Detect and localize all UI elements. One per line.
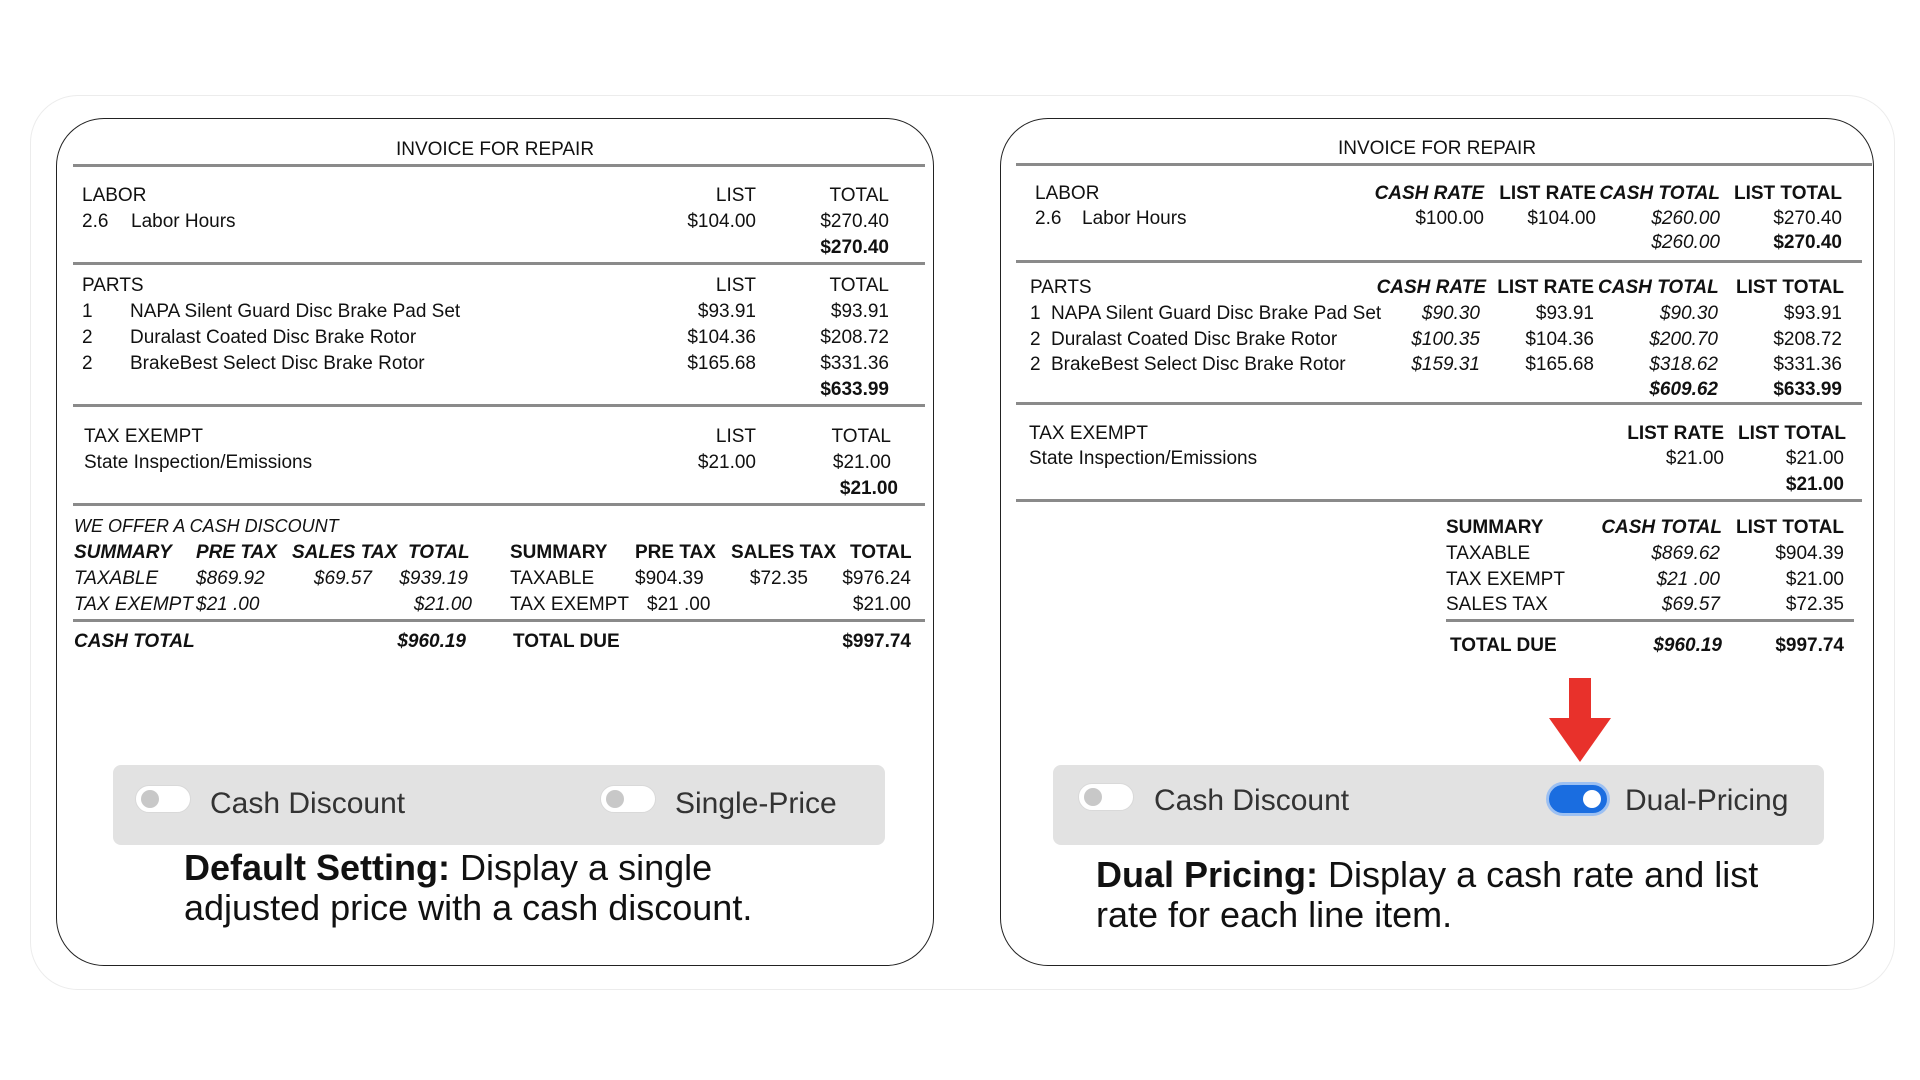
tax-exempt-list-total: $21.00 — [1785, 448, 1844, 469]
cash-total-header: TOTAL — [408, 542, 470, 563]
cash-discount-toggle[interactable] — [135, 785, 191, 813]
labor-list: $104.00 — [687, 211, 756, 232]
tax-exempt-desc: State Inspection/Emissions — [1029, 448, 1258, 469]
cash-total-value: $960.19 — [397, 631, 466, 652]
cash-total-header: CASH TOTAL — [1599, 183, 1720, 204]
part-list-total: $331.36 — [1773, 354, 1842, 375]
labor-cash-rate: $100.00 — [1415, 208, 1484, 229]
part-list-rate: $165.68 — [1525, 354, 1594, 375]
part-cash-rate: $90.30 — [1421, 303, 1480, 324]
cash-total-header: CASH TOTAL — [1601, 517, 1722, 538]
labor-cash-subtotal: $260.00 — [1651, 232, 1720, 253]
summary-row-cash: $869.62 — [1651, 543, 1720, 564]
divider — [1016, 499, 1862, 502]
labor-desc: Labor Hours — [131, 211, 236, 232]
part-qty: 2 — [82, 353, 93, 374]
summary-row-list: $72.35 — [1785, 594, 1844, 615]
list-pretax-header: PRE TAX — [635, 542, 716, 563]
labor-desc: Labor Hours — [1082, 208, 1187, 229]
total-header: TOTAL — [829, 275, 889, 296]
cash-discount-toggle[interactable] — [1078, 783, 1134, 811]
total-header: TOTAL — [829, 185, 889, 206]
labor-list-total: $270.40 — [1773, 208, 1842, 229]
divider — [1016, 402, 1862, 405]
list-total-header: LIST TOTAL — [1735, 517, 1844, 538]
divider — [73, 619, 925, 622]
summary-row-label: SALES TAX — [1446, 594, 1548, 615]
part-desc: Duralast Coated Disc Brake Rotor — [130, 327, 417, 348]
total-due-list: $997.74 — [1775, 635, 1844, 656]
summary-row-label: TAXABLE — [1446, 543, 1531, 564]
invoice-title: INVOICE FOR REPAIR — [395, 139, 595, 160]
part-desc: BrakeBest Select Disc Brake Rotor — [130, 353, 425, 374]
cash-taxable-salestax: $69.57 — [313, 568, 372, 589]
tax-exempt-subtotal: $21.00 — [839, 478, 898, 499]
caption-text: Display a cash rate and list rate for each line item. — [1096, 854, 1759, 935]
list-summary-header: SUMMARY — [510, 542, 608, 563]
total-due-value: $997.74 — [842, 631, 911, 652]
cash-exempt-label: TAX EXEMPT — [74, 594, 193, 615]
tax-exempt-heading: TAX EXEMPT — [1029, 423, 1148, 444]
labor-heading: LABOR — [82, 185, 147, 206]
cash-discount-label: Cash Discount — [1154, 784, 1350, 817]
tax-exempt-list-rate: $21.00 — [1665, 448, 1724, 469]
part-cash-total: $200.70 — [1649, 329, 1718, 350]
cash-taxable-label: TAXABLE — [74, 568, 159, 589]
total-due-label: TOTAL DUE — [513, 631, 620, 652]
part-list: $93.91 — [697, 301, 756, 322]
part-qty: 1 — [82, 301, 93, 322]
part-desc: NAPA Silent Guard Disc Brake Pad Set — [130, 301, 461, 322]
part-qty: 1 — [1030, 303, 1041, 324]
divider — [73, 404, 925, 407]
dual-pricing-caption — [1096, 855, 1816, 935]
tax-exempt-subtotal: $21.00 — [1785, 474, 1844, 495]
labor-subtotal: $270.40 — [820, 237, 889, 258]
single-price-toggle[interactable] — [600, 785, 656, 813]
labor-total: $270.40 — [820, 211, 889, 232]
summary-row-cash: $69.57 — [1661, 594, 1720, 615]
single-price-label: Single-Price — [675, 787, 837, 820]
parts-heading: PARTS — [82, 275, 144, 296]
cash-summary-header: SUMMARY — [74, 542, 172, 563]
part-list-rate: $104.36 — [1525, 329, 1594, 350]
parts-heading: PARTS — [1030, 277, 1092, 298]
cash-discount-offer: WE OFFER A CASH DISCOUNT — [74, 516, 339, 536]
tax-exempt-list: $21.00 — [697, 452, 756, 473]
part-desc: Duralast Coated Disc Brake Rotor — [1051, 329, 1338, 350]
list-rate-header: LIST RATE — [1499, 183, 1596, 204]
labor-qty: 2.6 — [82, 211, 109, 232]
summary-row-cash: $21 .00 — [1656, 569, 1720, 590]
divider — [73, 262, 925, 265]
part-cash-total: $90.30 — [1659, 303, 1718, 324]
invoice-title: INVOICE FOR REPAIR — [1337, 138, 1537, 159]
parts-subtotal: $633.99 — [820, 379, 889, 400]
parts-list-subtotal: $633.99 — [1773, 379, 1842, 400]
divider — [1016, 260, 1862, 263]
divider — [73, 164, 925, 167]
part-list-rate: $93.91 — [1535, 303, 1594, 324]
cash-taxable-pretax: $869.92 — [196, 568, 265, 589]
list-total-header: LIST TOTAL — [1737, 423, 1846, 444]
cash-discount-label: Cash Discount — [210, 787, 406, 820]
dual-pricing-label: Dual-Pricing — [1625, 784, 1789, 817]
cash-pretax-header: PRE TAX — [196, 542, 277, 563]
list-header: LIST — [715, 185, 756, 206]
cash-taxable-total: $939.19 — [399, 568, 468, 589]
divider — [73, 503, 925, 506]
caption-bold: Dual Pricing: — [1096, 854, 1319, 895]
labor-list-subtotal: $270.40 — [1773, 232, 1842, 253]
caption-text: Display a single adjusted price with a cash discount. — [184, 847, 753, 928]
total-header: TOTAL — [831, 426, 891, 447]
part-list-total: $208.72 — [1773, 329, 1842, 350]
part-qty: 2 — [82, 327, 93, 348]
list-header: LIST — [715, 426, 756, 447]
list-taxable-pretax: $904.39 — [635, 568, 704, 589]
labor-list-rate: $104.00 — [1527, 208, 1596, 229]
cash-total-label: CASH TOTAL — [74, 631, 195, 652]
total-due-label: TOTAL DUE — [1450, 635, 1557, 656]
labor-heading: LABOR — [1035, 183, 1100, 204]
part-list: $165.68 — [687, 353, 756, 374]
part-total: $93.91 — [830, 301, 889, 322]
list-exempt-total: $21.00 — [852, 594, 911, 615]
cash-salestax-header: SALES TAX — [292, 542, 398, 563]
list-taxable-total: $976.24 — [842, 568, 911, 589]
cash-exempt-pretax: $21 .00 — [196, 594, 260, 615]
part-qty: 2 — [1030, 354, 1041, 375]
list-rate-header: LIST RATE — [1497, 277, 1594, 298]
caption-bold: Default Setting: — [184, 847, 450, 888]
part-cash-rate: $159.31 — [1411, 354, 1480, 375]
list-total-header: LIST TOTAL — [1735, 277, 1844, 298]
part-cash-total: $318.62 — [1649, 354, 1718, 375]
divider — [1016, 163, 1872, 166]
cash-exempt-total: $21.00 — [413, 594, 472, 615]
list-rate-header: LIST RATE — [1627, 423, 1724, 444]
list-exempt-label: TAX EXEMPT — [510, 594, 629, 615]
divider — [1446, 619, 1854, 622]
tax-exempt-total: $21.00 — [832, 452, 891, 473]
list-salestax-header: SALES TAX — [731, 542, 837, 563]
part-total: $208.72 — [820, 327, 889, 348]
cash-rate-header: CASH RATE — [1374, 183, 1484, 204]
summary-header: SUMMARY — [1446, 517, 1544, 538]
summary-row-label: TAX EXEMPT — [1446, 569, 1565, 590]
dual-pricing-toggle[interactable] — [1546, 782, 1610, 816]
cash-rate-header: CASH RATE — [1376, 277, 1486, 298]
labor-cash-total: $260.00 — [1651, 208, 1720, 229]
tax-exempt-desc: State Inspection/Emissions — [84, 452, 313, 473]
default-setting-caption — [184, 848, 844, 928]
list-header: LIST — [715, 275, 756, 296]
part-list-total: $93.91 — [1783, 303, 1842, 324]
part-total: $331.36 — [820, 353, 889, 374]
list-exempt-pretax: $21 .00 — [647, 594, 711, 615]
part-list: $104.36 — [687, 327, 756, 348]
list-total-header: LIST TOTAL — [1733, 183, 1842, 204]
part-desc: BrakeBest Select Disc Brake Rotor — [1051, 354, 1346, 375]
total-due-cash: $960.19 — [1653, 635, 1722, 656]
labor-qty: 2.6 — [1035, 208, 1062, 229]
part-cash-rate: $100.35 — [1411, 329, 1480, 350]
part-desc: NAPA Silent Guard Disc Brake Pad Set — [1051, 303, 1382, 324]
tax-exempt-heading: TAX EXEMPT — [84, 426, 203, 447]
list-taxable-label: TAXABLE — [510, 568, 595, 589]
summary-row-list: $21.00 — [1785, 569, 1844, 590]
part-qty: 2 — [1030, 329, 1041, 350]
list-total-header: TOTAL — [850, 542, 912, 563]
list-taxable-salestax: $72.35 — [749, 568, 808, 589]
arrow-down-icon — [1547, 678, 1613, 764]
summary-row-list: $904.39 — [1775, 543, 1844, 564]
cash-total-header: CASH TOTAL — [1598, 277, 1719, 298]
parts-cash-subtotal: $609.62 — [1649, 379, 1718, 400]
